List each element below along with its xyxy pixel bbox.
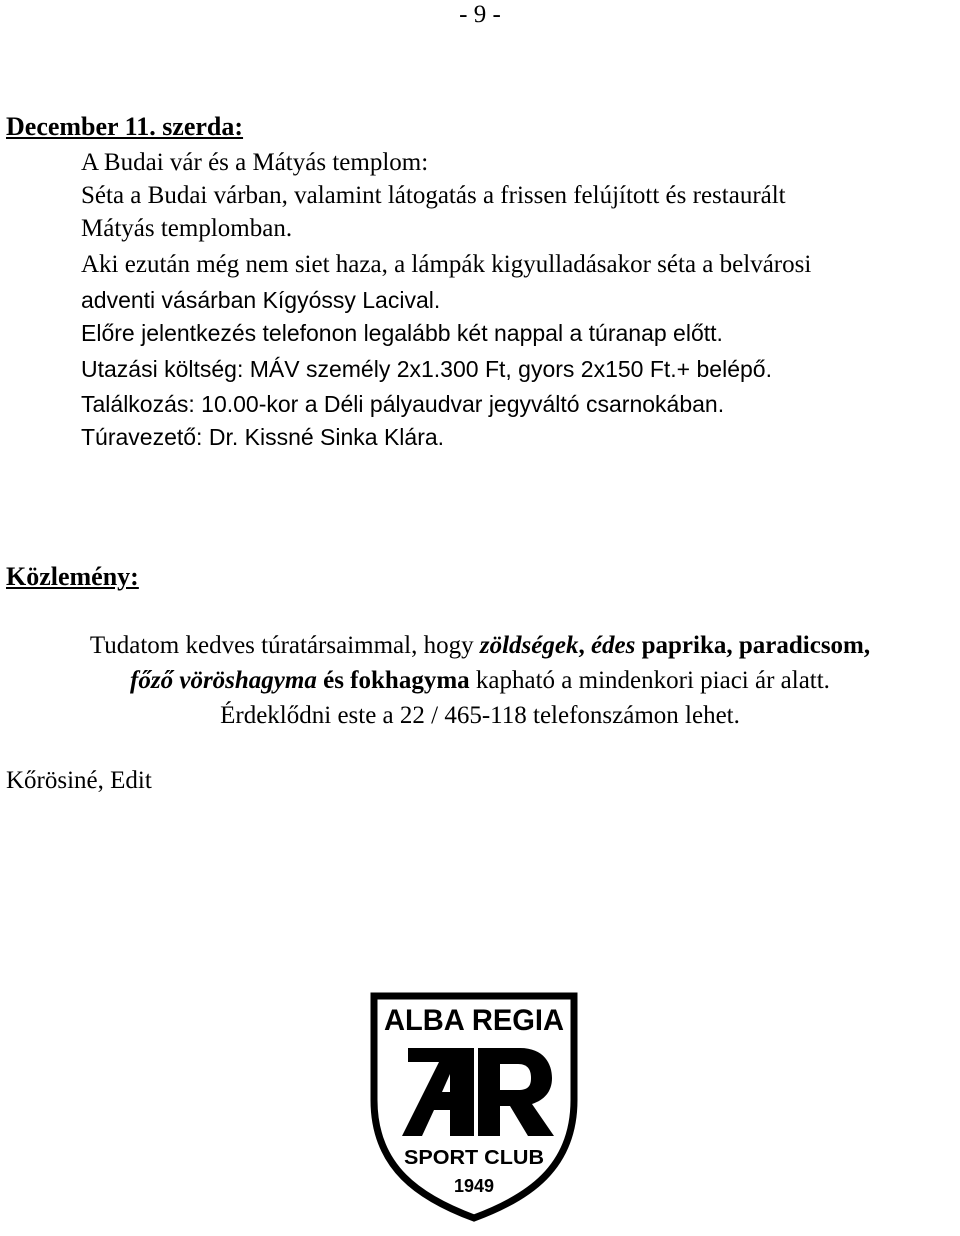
- notice-emphasis: főző vöröshagyma: [130, 667, 317, 694]
- notice-text-bold: paprika, paradicsom,: [635, 632, 871, 659]
- notice-line-2: [0, 663, 960, 698]
- page-number: - 9 -: [459, 1, 501, 28]
- logo-bottom-text: SPORT CLUB: [404, 1147, 544, 1169]
- signature: Kőrösiné, Edit: [6, 767, 152, 794]
- notice-text: Tudatom kedves túratársaimmal, hogy: [89, 632, 480, 659]
- notice-text-bold: ,: [578, 632, 591, 659]
- notice-emphasis: zöldségek: [479, 632, 579, 659]
- notice-text-bold: és fokhagyma: [316, 667, 470, 694]
- event-description-line-4: adventi vásárban Kígyóssy Lacival.: [81, 287, 441, 313]
- notice-line-3: Érdeklődni este a 22 / 465-118 telefonszámon lehet.: [220, 702, 740, 729]
- event-cost-line: Utazási költség: MÁV személy 2x1.300 Ft, gyors 2x150 Ft.+ belépő.: [81, 356, 772, 382]
- notice-text: kapható a mindenkori piaci ár alatt.: [469, 667, 830, 694]
- event-meeting-line: Találkozás: 10.00-kor a Déli pályaudvar jegyváltó csarnokában.: [81, 391, 725, 417]
- event-description-line-2: Mátyás templomban.: [81, 215, 293, 242]
- notice-emphasis: édes: [590, 632, 636, 659]
- notice-heading: Közlemény:: [6, 562, 139, 591]
- alba-regia-club-logo: [368, 992, 580, 1222]
- logo-year: 1949: [453, 1176, 495, 1196]
- logo-monogram: [402, 1048, 554, 1136]
- event-title-line: A Budai vár és a Mátyás templom:: [81, 149, 429, 176]
- event-description-line-3: Aki ezután még nem siet haza, a lámpák kigyulladásakor séta a belvárosi: [81, 251, 812, 278]
- logo-top-text: ALBA REGIA: [384, 1004, 564, 1037]
- notice-line-1: [0, 628, 960, 663]
- event-leader-line: Túravezető: Dr. Kissné Sinka Klára.: [81, 424, 445, 450]
- notice-body: [0, 628, 960, 733]
- event-date-heading: December 11. szerda:: [6, 112, 244, 141]
- event-registration-line: Előre jelentkezés telefonon legalább két nappal a túranap előtt.: [81, 320, 723, 346]
- event-description-line-1: Séta a Budai várban, valamint látogatás a frissen felújított és restaurált: [81, 182, 786, 209]
